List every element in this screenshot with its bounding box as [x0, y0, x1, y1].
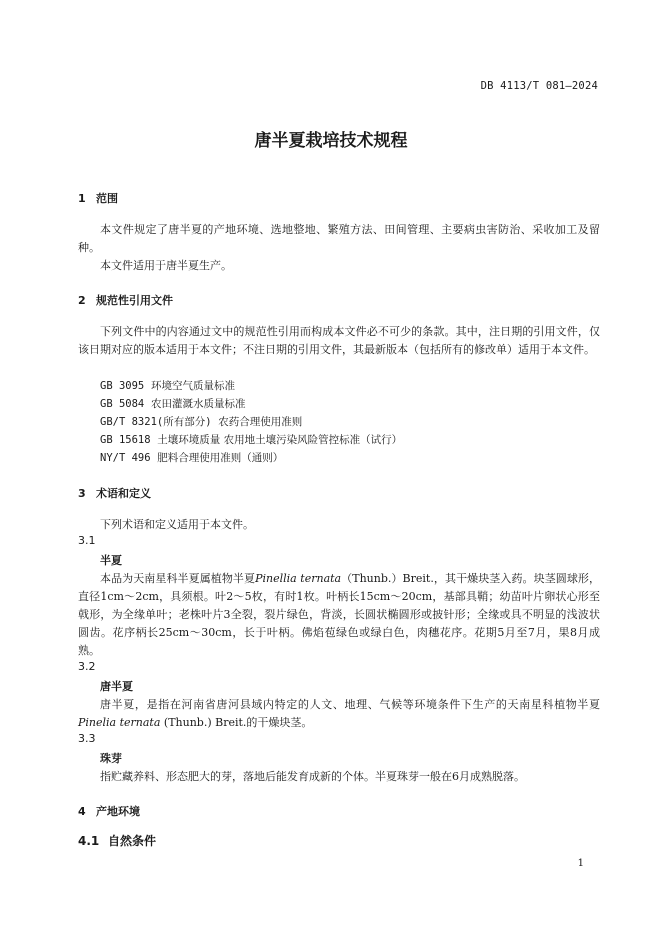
definition-text: （Thunb.）Breit.，其干燥块茎入药。块茎圆球形，直径1cm～2cm，具须根。叶2～5枚，有时1枚。叶柄长15cm～20cm，基部具鞘；幼苗叶片卵状心形至戟形，为全缘单叶；老株叶片3全裂，裂片绿色，背淡，长圆状椭圆形或披针形；全缘或具不明显的浅波状圆齿。花序柄长25cm～30cm，长于叶柄。佛焰苞绿色或绿白色，肉穗花序。花期5月至7月，果8月成熟。 [78, 572, 600, 657]
reference-title: 肥料合理使用准则（通则） [157, 452, 284, 464]
reference-title: 土壤环境质量 农用地土壤污染风险管控标准（试行） [157, 434, 403, 446]
section-title: 规范性引用文件 [96, 294, 173, 307]
reference-code: GB 5084 [100, 398, 145, 410]
reference-item [100, 413, 302, 431]
section-heading-terms [78, 485, 151, 501]
latin-name: Pinelia ternata [78, 716, 161, 729]
page-number: 1 [577, 858, 584, 869]
term-name: 珠芽 [100, 752, 122, 765]
standard-code: DB 4113/T 081—2024 [480, 80, 598, 92]
reference-code: GB 3095 [100, 380, 145, 392]
section-number: 3 [78, 487, 86, 500]
scope-paragraph-2: 本文件适用于唐半夏生产。 [100, 259, 232, 272]
term-name: 半夏 [100, 554, 122, 567]
definition-text: 唐半夏，是指在河南省唐河县域内特定的人文、地理、气候等环境条件下生产的天南星科植物半夏 [100, 698, 600, 711]
reference-code: NY/T 496 [100, 452, 151, 464]
definition-text: 本品为天南星科半夏属植物半夏 [100, 572, 256, 585]
document-title: 唐半夏栽培技术规程 [254, 131, 408, 151]
reference-title: 农药合理使用准则 [218, 416, 303, 428]
latin-name: Pinellia ternata [255, 572, 342, 585]
section-title: 产地环境 [96, 805, 140, 818]
reference-item [100, 395, 245, 413]
section-title: 术语和定义 [96, 487, 151, 500]
term-name: 唐半夏 [100, 680, 133, 693]
section-heading-normative-references [78, 292, 173, 308]
term-number: 3.3 [78, 732, 96, 745]
section-number: 4.1 [78, 834, 100, 848]
term-definition [78, 570, 600, 660]
scope-paragraph-1: 本文件规定了唐半夏的产地环境、选地整地、繁殖方法、田间管理、主要病虫害防治、采收加工及留种。 [78, 223, 600, 254]
section-number: 2 [78, 294, 86, 307]
section-number: 1 [78, 192, 86, 205]
reference-title: 农田灌溉水质量标准 [150, 398, 246, 410]
reference-code: GB 15618 [100, 434, 151, 446]
subsection-heading-natural-conditions [78, 832, 156, 849]
term-definition [78, 696, 600, 732]
term-number: 3.2 [78, 660, 96, 673]
section-heading-environment [78, 803, 140, 819]
section-title: 自然条件 [108, 834, 157, 848]
reference-item [100, 449, 283, 467]
reference-title: 环境空气质量标准 [150, 380, 235, 392]
term-number: 3.1 [78, 534, 96, 547]
reference-code: GB/T 8321(所有部分) [100, 416, 212, 428]
section-number: 4 [78, 805, 86, 818]
section-heading-scope [78, 190, 118, 206]
term-definition: 指贮藏养料、形态肥大的芽，落地后能发育成新的个体。半夏珠芽一般在6月成熟脱落。 [100, 770, 525, 783]
section-title: 范围 [96, 192, 118, 205]
reference-item [100, 431, 402, 449]
normative-intro-paragraph: 下列文件中的内容通过文中的规范性引用而构成本文件必不可少的条款。其中，注日期的引用文件，仅该日期对应的版本适用于本文件；不注日期的引用文件，其最新版本（包括所有的修改单）适用于本文件。 [78, 325, 600, 356]
definition-text: (Thunb.) Breit.的干燥块茎。 [160, 716, 313, 729]
reference-item [100, 377, 235, 395]
terms-intro-paragraph: 下列术语和定义适用于本文件。 [100, 518, 254, 531]
